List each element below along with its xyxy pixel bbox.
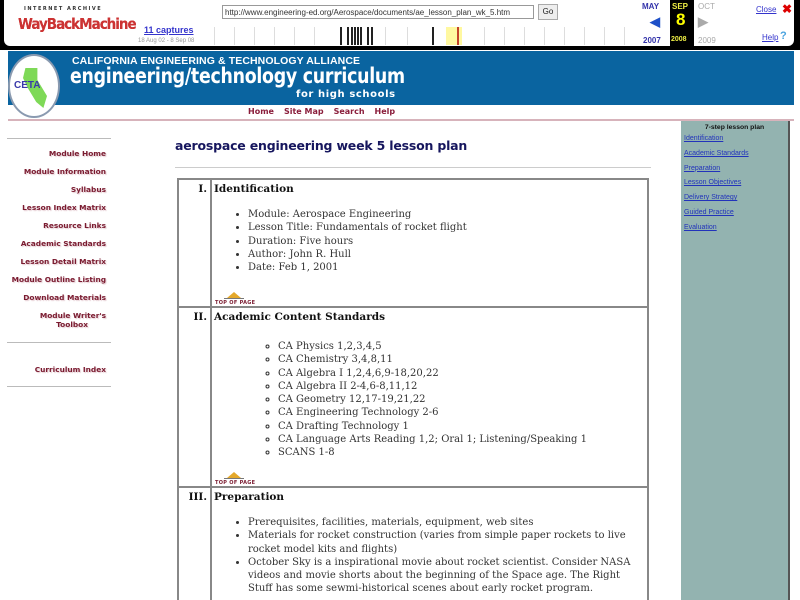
sidebar-item-lesson-index-matrix[interactable]: Lesson Index Matrix [22, 203, 106, 212]
page-title: aerospace engineering week 5 lesson plan [175, 138, 468, 153]
step-link-lesson-objectives[interactable]: Lesson Objectives [684, 179, 742, 187]
step-link-academic-standards[interactable]: Academic Standards [684, 149, 749, 157]
list-item: ◦ SCANS 1-8 [278, 446, 647, 459]
sidebar-item-module-home[interactable]: Module Home [48, 149, 106, 158]
top-nav [248, 107, 405, 116]
step-link-evaluation[interactable]: Evaluation [684, 223, 717, 231]
sidebar-item-module-outline-listing[interactable]: Module Outline Listing [11, 275, 106, 284]
section-title: Academic Content Standards [214, 311, 385, 323]
section-academic-standards [179, 308, 647, 488]
wayback-logo[interactable]: WayBackMachine [18, 15, 136, 33]
sidebar-item-syllabus[interactable]: Syllabus [70, 185, 106, 194]
step-link-guided-practice[interactable]: Guided Practice [684, 208, 734, 216]
close-icon[interactable]: ✖ [782, 2, 793, 16]
lesson-plan-table [177, 178, 649, 600]
list-item: ◦ CA Chemistry 3,4,8,11 [278, 353, 647, 366]
list-item: • Module: Aerospace Engineering [248, 208, 647, 221]
site-subtitle: for high schools [296, 89, 396, 100]
section-number: I. [179, 180, 212, 306]
list-item: ◦ CA Physics 1,2,3,4,5 [278, 340, 647, 353]
wayback-brand-top: INTERNET ARCHIVE [24, 6, 103, 12]
next-month: OCT [698, 2, 715, 11]
step-link-preparation[interactable]: Preparation [684, 164, 721, 172]
section-preparation [179, 488, 647, 600]
seven-step-panel [681, 121, 790, 600]
next-arrow-icon: ▶ [698, 14, 708, 29]
sidebar-item-module-information[interactable]: Module Information [23, 167, 106, 176]
close-link[interactable]: Close [756, 5, 777, 14]
list-item: • Duration: Five hours [248, 235, 647, 248]
top-of-page-link[interactable] [215, 470, 255, 490]
list-item: ◦ CA Geometry 12,17-19,21,22 [278, 393, 647, 406]
standards-list [278, 340, 647, 460]
panel-title: 7-step lesson plan [704, 124, 765, 131]
sidebar-divider [7, 342, 111, 343]
step-link-delivery-strategy[interactable]: Delivery Strategy [684, 194, 738, 202]
sidebar-divider [7, 386, 111, 387]
current-day: 8 [676, 10, 686, 29]
current-date-block [670, 0, 694, 46]
section-title: Preparation [214, 491, 285, 503]
list-item: ◦ CA Algebra I 1,2,4,6,9-18,20,22 [278, 367, 647, 380]
sidebar-divider [7, 138, 111, 139]
section-number: II. [179, 308, 212, 486]
sidebar-item-curriculum-index[interactable]: Curriculum Index [34, 365, 106, 374]
list-item: • Lesson Title: Fundamentals of rocket flight [248, 221, 647, 234]
sidebar-item-resource-links[interactable]: Resource Links [43, 221, 106, 230]
sidebar-item-module-writers-toolbox[interactable]: Module Writer's [39, 311, 106, 320]
go-button[interactable]: Go [538, 4, 558, 20]
nav-search[interactable]: Search [333, 107, 365, 116]
org-name: CALIFORNIA ENGINEERING & TECHNOLOGY ALLIANCE [72, 55, 361, 67]
wayback-toolbar-panel [4, 0, 794, 46]
prev-arrow-icon[interactable]: ◀ [650, 14, 660, 29]
list-item: • Prerequisites, facilities, materials, equipment, web sites [248, 516, 633, 529]
section-identification [179, 180, 647, 308]
list-item: ◦ CA Engineering Technology 2-6 [278, 406, 647, 419]
list-item: ◦ CA Algebra II 2-4,6-8,11,12 [278, 380, 647, 393]
top-of-page-label: TOP OF PAGE [215, 479, 256, 486]
next-year: 2009 [698, 36, 716, 45]
prev-year: 2007 [643, 36, 661, 45]
sidebar-item-academic-standards[interactable]: Academic Standards [20, 239, 106, 248]
identification-list [248, 208, 647, 274]
list-item: • Author: John R. Hull [248, 248, 647, 261]
prev-month[interactable]: MAY [642, 2, 660, 11]
help-link[interactable]: Help [762, 33, 779, 42]
help-icon[interactable]: ? [780, 30, 787, 42]
url-input[interactable]: http://www.engineering-ed.org/Aerospace/documents/ae_lesson_plan_wk_5.htm [222, 5, 534, 19]
preparation-list [248, 516, 647, 596]
wayback-toolbar [0, 0, 800, 50]
list-item: ◦ CA Drafting Technology 1 [278, 420, 647, 433]
nav-home[interactable]: Home [248, 107, 274, 116]
sidebar-item-module-writers-toolbox-line2[interactable]: Toolbox [56, 320, 88, 329]
sidebar-item-download-materials[interactable]: Download Materials [23, 293, 106, 302]
top-of-page-icon-bar [224, 298, 244, 299]
current-year: 2008 [671, 36, 687, 43]
list-item: • Date: Feb 1, 2001 [248, 261, 647, 274]
top-of-page-label: TOP OF PAGE [215, 300, 256, 307]
nav-help[interactable]: Help [374, 107, 396, 116]
captures-range: 18 Aug 02 - 8 Sep 08 [138, 38, 195, 44]
nav-site-map[interactable]: Site Map [283, 107, 324, 116]
site-title: engineering/technology curriculum [70, 64, 405, 88]
list-item: ◦ CA Language Arts Reading 1,2; Oral 1; Listening/Speaking 1 [278, 433, 647, 446]
section-title: Identification [214, 183, 294, 195]
ceta-logo-text: CETA [14, 80, 41, 91]
banner-divider [8, 119, 794, 121]
list-item: • October Sky is a inspirational movie about rocket scientist. Consider NASA videos and movie shorts about the beginning of the Space age. The Right Stuff has some sewmi-historical scenes about early rocket program. [248, 556, 633, 596]
section-number: III. [179, 488, 212, 600]
list-item: • Materials for rocket construction (varies from simple paper rockets to live rocket model kits and flights) [248, 529, 633, 556]
title-divider [175, 167, 651, 168]
captures-link[interactable]: 11 captures [144, 25, 194, 35]
capture-sparkline[interactable] [204, 23, 634, 46]
sidebar-item-lesson-detail-matrix[interactable]: Lesson Detail Matrix [20, 257, 106, 266]
current-month: SEP [672, 2, 689, 11]
top-of-page-icon-bar [224, 478, 244, 479]
step-link-identification[interactable]: Identification [684, 135, 724, 142]
